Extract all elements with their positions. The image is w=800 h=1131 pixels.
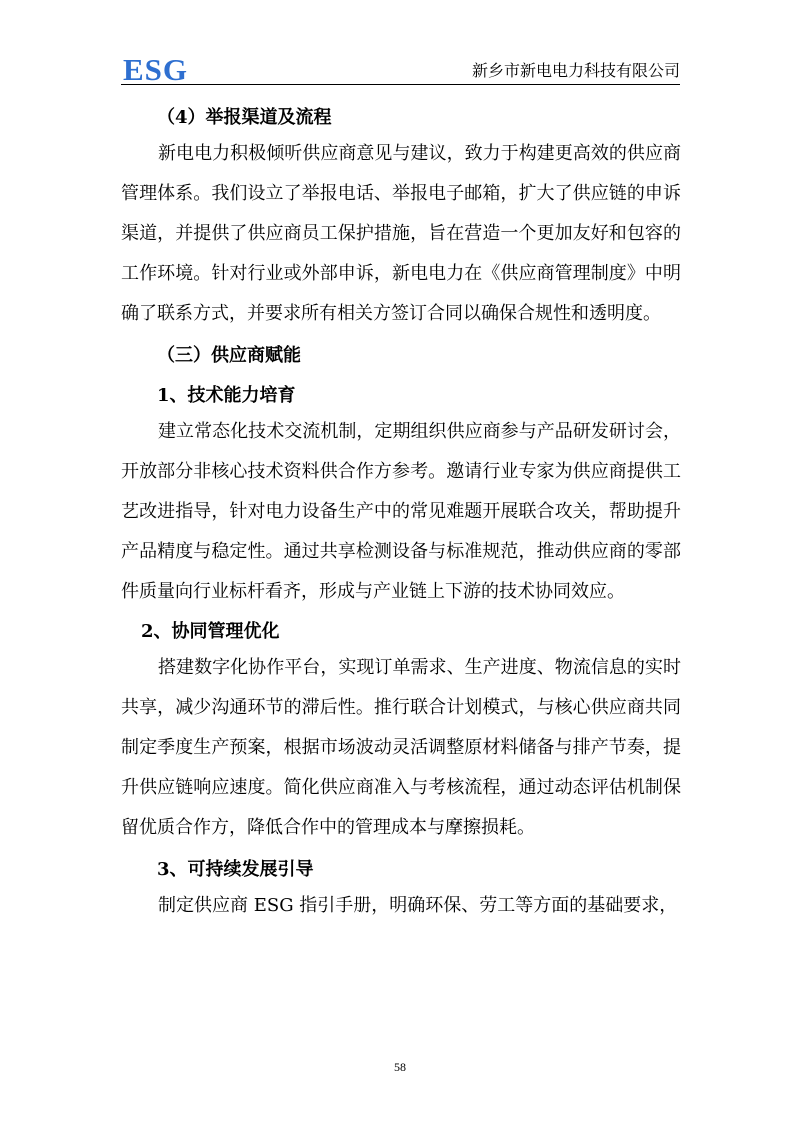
section-heading-supplier-empowerment: （三）供应商赋能: [157, 345, 301, 366]
header-logo: ESG: [123, 52, 189, 87]
paragraph-collaborative-management: 搭建数字化协作平台，实现订单需求、生产进度、物流信息的实时共享，减少沟通环节的滞后性。推行联合计划模式，与核心供应商共同制定季度生产预案，根据市场波动灵活调整原材料储备与排产节奏，提升供应链响应速度。简化供应商准入与考核流程，通过动态评估机制保留优质合作方，降低合作中的管理成本与摩擦损耗。: [121, 657, 681, 838]
section-heading-sustainable-development: 3、可持续发展引导: [157, 859, 314, 880]
document-body: [121, 96, 681, 926]
paragraph-reporting-channels: 新电电力积极倾听供应商意见与建议，致力于构建更高效的供应商管理体系。我们设立了举报电话、举报电子邮箱，扩大了供应链的申诉渠道，并提供了供应商员工保护措施，旨在营造一个更加友好和包容的工作环境。针对行业或外部申诉，新电电力在《供应商管理制度》中明确了联系方式，并要求所有相关方签订合同以确保合规性和透明度。: [121, 143, 681, 324]
paragraph-sustainable-development: 制定供应商 ESG 指引手册，明确环保、劳工等方面的基础要求，: [158, 895, 678, 916]
section-heading-reporting-channels: （4）举报渠道及流程: [157, 107, 332, 128]
paragraph-technical-capability: 建立常态化技术交流机制，定期组织供应商参与产品研发研讨会，开放部分非核心技术资料供合作方参考。邀请行业专家为供应商提供工艺改进指导，针对电力设备生产中的常见难题开展联合攻关，帮助提升产品精度与稳定性。通过共享检测设备与标准规范，推动供应商的零部件质量向行业标杆看齐，形成与产业链上下游的技术协同效应。: [121, 421, 681, 602]
section-heading-collaborative-management: 2、协同管理优化: [141, 621, 280, 642]
section-heading-technical-capability: 1、技术能力培育: [157, 385, 296, 406]
header-company-name: 新乡市新电电力科技有限公司: [471, 61, 680, 80]
page-number: 58: [394, 1060, 406, 1074]
header-divider: [121, 84, 680, 85]
